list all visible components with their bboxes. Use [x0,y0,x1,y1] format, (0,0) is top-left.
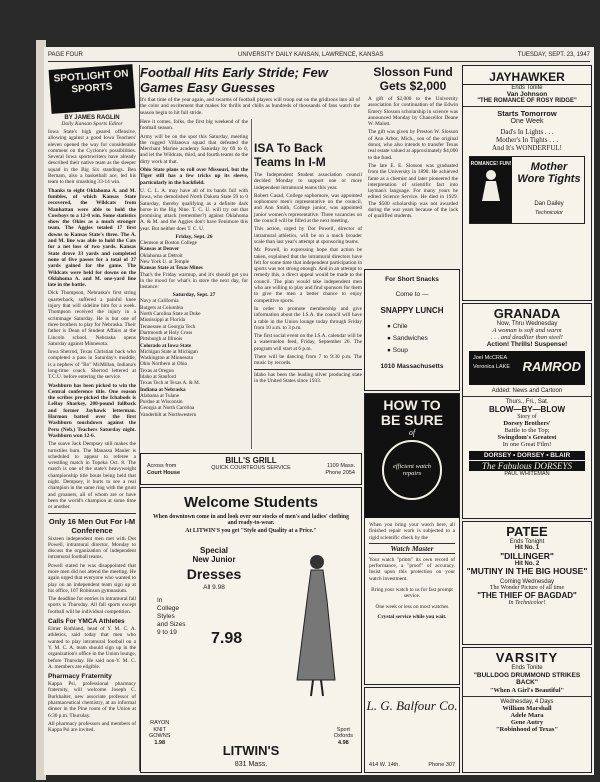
ad-line: 9 to 19 [157,629,177,636]
ad-copy: Crystal service while you wait. [377,613,447,620]
ad-line: The Wonder Picture of all time [489,584,565,591]
spotlight-logo: SPOTLIGHT ON SPORTS [49,64,136,114]
ad-address: 414 W. 14th. [369,762,400,768]
intramural-paragraph: The deadline for entries in intramural fall sports is Thursday. All fall sports except football will be individual competition. [48,596,136,615]
isa-headline: ISA To Back Teams In I-M [254,141,326,169]
sports-paragraph: Thanks to eight Oklahoma A. and M. fumbles, of which Kansas State recovered, the Wildcats from Manhattan were able to hold the Cowboys to a 12-0 win. Some statistics show the Okies as a much stronger team. The Aggies totaled 17 first downs to Kansas State's three. The A. and M. line was able to hold the Cats for a net loss of two yards. Kansas State drove 33 yards and completed none of five passes for a total of 37 yards gained for the game. The Wildcats were held for downs on the Oklahoma A. and M. one-yard line late in the battle. [48,187,136,289]
game-listing: Colorado at Iowa State [140,342,192,349]
game-listing: Mississippi at Florida [140,317,185,324]
ad-line: In [157,597,163,604]
sale-price: 7.98 [211,630,243,647]
ad-copy: One week or less on most watches [375,603,449,610]
divider [254,369,362,370]
movie-poster [469,156,585,224]
football-paragraph: That's the Friday warmup, and it's should get you in the mood for what's in store the next day, for instance: [140,271,248,291]
isa-paragraph: This action, urged by Dot Powell, director of intramural athletics, will be on a much broader scale than last year's attempt at sponsoring teams. [254,226,362,245]
poster-art: ROMANCE! FUN! [470,157,512,223]
isa-paragraph: There will be dancing from 7 to 9:30 p.m. The music by records. [254,354,362,367]
granada-ad [462,303,592,519]
game-listing: Navy at California [140,298,179,305]
game-listing: Kansas State at Texas Mines [140,265,203,272]
ad-tagline: QUICK COURTEOUS SERVICE [211,465,291,471]
film-title: "THE ROMANCE OF ROSY RIDGE" [477,98,577,104]
sports-paragraph: The suave Jack Dempsey still makes the turnstiles hum. The Manassa Mauler is scheduled to appear to referee a wrestling match in Topeka Oct. 8. The match is one of the state's heavyweight championship title bouts being held that night. Dempsey, it hurts to see a real champion in the same ring with the grunt and groaners, all of whom are or have been the world's champion at some time or another. [48,441,136,511]
theatre-name: PATEE [506,524,548,539]
ad-line: KNIT [153,726,166,733]
game-listing: Purdue at Wisconsin [140,399,183,406]
byline: BY JAMES RAGLIN [64,115,120,121]
slosson-column [368,65,458,265]
game-listing: Dartmouth at Holy Cross [140,329,193,336]
intramural-paragraph: Powell stated he was disappointed that more men did not attend the meeting. He again urged that everyone who wanted to play on an independent team sign up at his office, 107 Robinson gymnasium. [48,562,136,594]
ad-line: Phone 2054 [325,469,355,476]
folio-line [48,51,590,62]
schedule-heading: Friday, Sept. 26 [175,234,213,241]
sports-paragraph: Iowa Sherrod, Texas Christian back who completed a pass in Saturday's muddle, is a nephew of "Bo" McMillan, Indiana's long-time coach. Sherrod lettered at T.C.U. before entering the service. [48,349,136,381]
game-listing: Tennessee at Georgia Tech [140,323,196,330]
sports-column [48,65,140,771]
balfour-ad [364,687,460,773]
game-listing: Alabama at Tulane [140,392,180,399]
ad-line: BE SURE [380,412,444,428]
game-listing: Ohio Northern at Ohio [140,361,188,368]
ad-line: Sport [336,726,350,733]
game-listing: Rutgers at Columbia [140,304,183,311]
ad-business-name: BILL'S GRILL [225,456,277,465]
ad-line: Now, Thru Wednesday [496,321,558,327]
ad-line: Van Johnson [506,91,548,98]
film-star: PAUL WHITEMAN [504,471,550,477]
football-paragraph: Ohio State plans to roll over Missouri, but the Tiger still has a few tricks up its sleeve, particularly in the backfield. [140,167,248,186]
sports-paragraph: Washburn has been picked to win the Central conference title. One reason the scribes pre-picked the Ichabods is LeRoy Sharkey, 200-pound fullback and former Jayhawk letterman. Harmon batted over the first Washburn touchdown against the Peru (Neb.) Teachers Saturday night. Washburn won 12-6. [48,382,136,439]
film-star: Joel McCREA [473,355,508,361]
ad-copy: At LITWIN'S you get "Style and Quality at a Price." [185,527,317,534]
ad-address: 831 Mass. [234,761,268,768]
ad-address: 1010 Massachusetts [380,363,444,370]
slosson-paragraph: The gift was given by Preston W. Slosson of Ann Arbor, Mich., son of the original donor, who also intends to transfer Texas real estate valued at approximately $4,000 to the fund. [368,129,458,161]
game-listing: Indiana at Nebraska [140,386,186,393]
ad-line: HOW TO [383,397,441,413]
ad-line: Dresses [186,566,242,582]
film-star: William Marshall [502,705,552,712]
masthead-line: UNIVERSITY DAILY KANSAN, LAWRENCE, KANSAS [238,52,384,58]
schedule-heading: Saturday, Sept. 27 [172,292,216,299]
film-title: "THE THIEF OF BAGDAD" [477,590,577,600]
ad-line: Dad's In Lights . . . [500,128,554,136]
football-paragraph: U. C. L. A. may have all of its bands full with Iowa, who demolished North Dakota State 59 to 0 Saturday, thereby qualifying as a definite dark horse in the Big Nine. T. C. U. will try out that promising attack (remember?) against Oklahoma A. & M. and the Aggies don't have Fenimore this year. But neither does T. C. U. [140,187,248,232]
menu-item: ● Soup [387,347,408,354]
watch-badge: efficient watch repairs [392,463,432,477]
menu-item: ● Sandwiches [387,335,428,342]
ad-line: Coming Wednesday [500,578,554,585]
ad-copy: When you bring your watch here, all finished repair work is subjected to a rigid scientific check by the [369,522,455,541]
slosson-headline: Slosson Fund Gets $2,000 [373,65,453,93]
game-listing: Texas at Oregon [140,367,174,374]
game-listing: Clemson at Boston College [140,240,197,247]
game-listing: New York U. at Temple [140,258,190,265]
ad-line: GOWNS [149,733,171,739]
sports-paragraph: Iowa State's high geared offensive, allowing against a good Iowa Teachers' eleven opened the way for considerable comment on the Cyclone's possibilities. Several Iowa sportswriters have already described their native team as the sleeper squad in the Big Six standings. Ben Bernam, also a basketball ace, led his team to their smashing 33-14 win. [48,129,136,186]
film-star: Adele Mara [510,712,544,719]
slosson-paragraph: A gift of $2,000 to the University association for continuation of the Edwin Emery Slosson scholarship in science was announced Monday by Chancellor Deane W. Malott. [368,96,458,128]
page-number: PAGE FOUR [48,52,83,58]
football-headline-block [140,65,360,116]
price-label: 1.98 [154,739,166,746]
ad-business-name: L. G. Balfour Co. [366,698,458,713]
isa-paragraph: Mr. Powell, in expressing hope that action be taken, explained that the intramural directors have felt for some time that independent participation in sports was not strong enough. And in an attempt to remedy this, a direct appeal would be made to the council. The plan would take independent men who are willing to play and find sponsors for them to give the men a better chance to enjoy competitive sports. [254,247,362,304]
intramural-headline: Only 16 Men Out For I-M Conference [48,516,136,535]
film-star: Gene Autry [510,719,544,726]
slosson-paragraph: The late E. E. Slosson was graduated from the University in 1890. He achieved fame as a chemist and later pioneered the interpretation of scientific fact into layman's language. For many years he edited Science Service. He died in 1929. The $500 scholarship was not awarded during the war years because of the lack of qualified students. [368,162,458,220]
ad-line: Special [199,546,228,555]
ad-line: In one Great Film! [502,441,552,448]
issue-date: TUESDAY, SEPT. 23, 1947 [517,52,590,58]
film-color: Technicolor [535,210,563,216]
ad-business-name: LITWIN'S [222,743,280,758]
ad-line: For Short Snacks [385,276,439,283]
pharmacy-paragraph: Kappa Psi, professional pharmacy fraternity, will welcome Joseph C. Burkhalter, new associate professor of pharmaceutical chemistry, at an informal dinner in the Pine room of the Union at 6:30 p.m. Thursday. [48,681,136,719]
ad-line: Ends Tonight [509,539,545,545]
ad-line: Swingdom's Greatest [497,434,557,441]
film-title: The Fabulous DORSEYS [469,461,585,471]
divider [48,513,136,514]
isa-paragraph: In order to promote membership and give information about the I.S.A. the council will have a table in the Union lounge today through Friday from 10 a.m. to 3 p.m. [254,305,362,331]
ad-line: One Week [510,118,544,125]
ad-line: New Junior [192,555,236,564]
menu-item: ● Chile [387,323,408,330]
ad-line: Oxfords [333,733,353,739]
dress-figure-icon [291,550,341,700]
ymca-paragraph: Elmer Rothland, head of Y. M. C. A. athletics, said today that men who wanted to play intramural football on a Y. M. C. A. team should sign up in the organization's office in the Union lounge, before Thursday. He said non-Y. M. C. A. members are eligible. [48,626,136,670]
theatre-name: VARSITY [495,650,559,665]
ad-line: Mother's In Tights . . . [496,136,558,144]
football-paragraph: Here it comes, folks, the first big weekend of the football season. [140,119,248,132]
ad-line: Wednesday, 4 Days [500,699,554,705]
ad-copy: Bring your watch to us for fast prompt service. [371,587,453,600]
ad-line: And It's WONDERFUL! [492,144,562,152]
ad-line: Ends Tonite [511,85,543,91]
football-headline: Football Hits Early Stride; Few Games Easy Guesses [140,65,328,95]
saturday-schedule [140,298,248,418]
isa-paragraph: The first social event on the I.S.A. calendar will be a watermelon feed, Friday, September 26. The program will start at 6 p.m. [254,333,362,352]
friday-schedule [140,240,248,271]
football-paragraph: Army will be on the spot this Saturday, meeting the rugged Villanova squad that defeated the Merchant Marine academy Saturday by 69 to 0, and let the Wildcats, third, and fourth teams do the dirty work at that. [140,133,248,165]
isa-paragraph: Robert Casad, College sophomore, was appointed sophomore men's representative on the council, and Ann Smith, College junior, was appointed junior women's representative. Three vacancies on the council will be filled at the next meeting. [254,192,362,225]
film-star: Dan Dailey [534,201,564,207]
ad-line: Across from [147,463,177,469]
film-title: RAMROD [522,359,581,374]
game-listing: Washington at Minnesota [140,355,193,362]
game-listing: Pittsburgh at Illinois [140,336,183,343]
ad-headline: Welcome Students [184,494,318,511]
ad-line: Added: News and Cartoon [491,388,563,394]
game-listing: Georgia at North Carolina [140,405,195,412]
snappy-lunch-ad [364,269,460,391]
ad-line: College [157,605,180,612]
intramural-paragraph: Sixteen independent men met with Dot Powell, intramural director, Monday to discuss the organization of independent intramural football teams. [48,535,136,561]
sports-paragraph: Dick Thompson, Nebraska's first string quarterback, suffered a painful knee injury that will sideline him for a week. Thompson received the injury in a scrimmage Saturday. He is but one of three brothers to play for Nebraska. Their father is Dean of Student Affairs at the Lincoln school. Nebraska opens Saturday against Minnesota. [48,290,137,347]
ad-line: Thurs., Fri., Sat. [505,399,549,405]
ad-line: 1109 Mass. [326,463,355,469]
isa-paragraph: The Independent Student association council decided Monday to support one or more independent intramural teams this year. [254,172,362,191]
game-listing: Idaho at Stanford [140,373,177,380]
film-title: "Robinhood of Texas" [495,726,559,733]
ad-line: Story of [517,414,537,420]
football-lead: It's that time of the year again, and swarms of football players will troop out on the gridirons into all of the color and excitement that makes for thrills and chills as hundreds of thousands of fans watch the season begin to hit full stride. [140,97,360,116]
bills-grill-ad [140,453,362,485]
watch-repair-ad [364,393,460,685]
isa-filler: Idaho has been the leading silver producing state in the United States since 1933. [254,371,362,384]
ad-copy: Your watch "prints" its own record of performance, a "proof" of accuracy. Insist upon this protection on your watch investment. [369,556,455,582]
game-listing: Vanderbilt at Northwestern [140,411,197,418]
litwins-ad [140,487,362,773]
ad-line: Styles [157,613,175,620]
ad-line: BLOW—BY—BLOW [489,405,565,414]
ad-copy: When downtown come in and look over our stocks of men's and ladies' clothing and ready-to-wear. [152,514,350,527]
film-star: Veronica LAKE [473,364,510,370]
ad-line: In Technicolor! [508,599,546,606]
dancer-icon [476,167,506,207]
game-listing: Kansas at Denver [140,246,180,253]
newspaper-page [44,47,594,775]
byline-role: Daily Kansan Sports Editor [61,121,123,127]
price-label: All 9.98 [203,584,225,591]
ad-line: Come to — [395,291,429,298]
film-title: "BULLDOG DRUMMOND STRIKES BACK" [473,672,581,686]
ramrod-banner [469,351,585,385]
ad-line: Action! Thrills! Suspense! [486,341,568,348]
ad-phone: Phone 307 [428,762,455,768]
ymca-headline: Calls For YMCA Athletes [48,618,125,626]
ad-line: RAYON [150,720,170,726]
film-title: "When A Girl's Beautiful" [489,687,565,694]
ad-line: . . . and deadlier than steel! [491,334,563,341]
watch-face-icon [382,440,442,500]
ad-line: Hit No. 1 [514,545,540,551]
football-column [140,119,252,449]
ad-line: of [408,428,416,437]
film-title: "MUTINY IN THE BIG HOUSE" [466,566,588,576]
price-label: 4.98 [338,739,349,746]
ad-line: Battle to the Top; [504,427,550,434]
ad-line: A woman is soft and warm [492,327,562,334]
game-listing: North Carolina State at Duke [140,311,201,318]
patee-ad [462,521,592,645]
game-listing: Oklahoma at Detroit [140,252,183,259]
film-title: Mother Wore Tights [517,161,581,185]
game-listing: Michigan State at Michigan [140,348,198,355]
jayhawker-ad [462,65,592,301]
varsity-ad [462,647,592,773]
pharmacy-paragraph: All pharmacy professors and members of Kappa Psi are invited. [48,720,136,734]
ad-line: Ends Tonite [511,665,543,671]
pharmacy-headline: Pharmacy Fraternity [48,673,112,681]
ad-business-name: SNAPPY LUNCH [380,306,444,315]
game-listing: Texas Tech at Texas A. & M. [140,380,201,387]
theatre-name: JAYHAWKER [463,70,591,85]
isa-column [254,141,362,449]
ad-line: Dorsey Brothers' [503,420,551,427]
film-title: "DILLINGER" [500,551,554,561]
ad-line: and Sizes [157,621,186,628]
ad-line: Starts Tomorrow [497,109,557,118]
ad-line: Court House [147,469,180,476]
ad-line: Hit No. 2 [514,561,540,567]
theatre-name: GRANADA [493,306,561,321]
film-title: DORSEY • DORSEY • BLAIR [469,451,585,460]
watch-master-brand: Watch Master [369,543,455,554]
